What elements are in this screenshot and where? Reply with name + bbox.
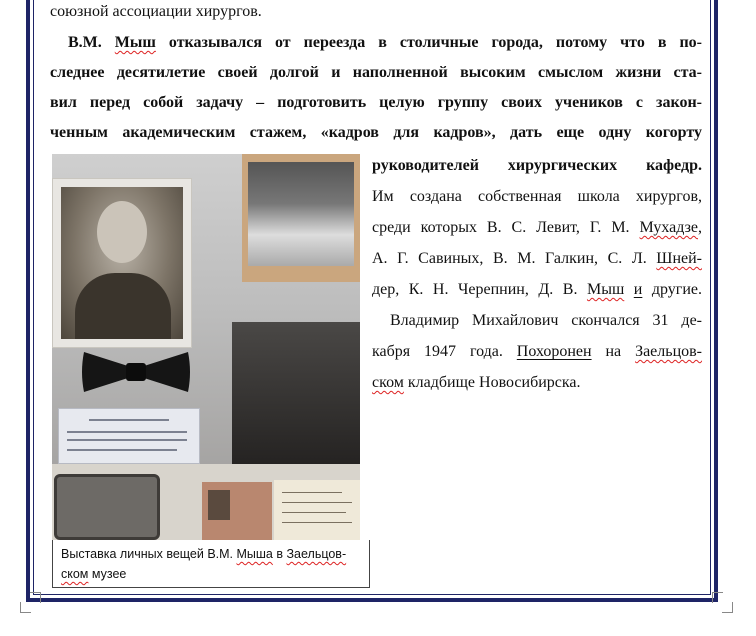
text-span: Выставка личных вещей В.М. [61,547,237,561]
text-span: музее [88,567,127,581]
text-line [372,338,702,366]
text-span: , [698,219,702,236]
text-span: А. Г. Савиных, В. М. Галкин, С. Л. [372,250,657,267]
document-paper [274,480,360,540]
document-photo [208,490,230,520]
text-span: дер, К. Н. Черепнин, Д. В. [372,281,587,298]
text-line [372,369,702,397]
photo-caption-box[interactable] [52,540,370,588]
group-photo-frame [242,154,360,282]
text-span: в [272,547,287,561]
grammar-word: и [633,281,643,298]
text-line: Владимир Михайлович скончался 31 де- [390,312,702,329]
crop-mark-bottom-left-outer [20,602,31,613]
text-span: на [591,343,636,360]
text-line [372,245,702,273]
label-line [89,419,169,421]
text-span: среди которых В. С. Левит, Г. М. [372,219,640,236]
grammar-word: Похоронен [516,343,592,360]
crop-mark-bottom-left [30,592,41,603]
instrument-tray [54,474,160,540]
doc-line [282,522,352,523]
text-span: кабря 1947 года. [372,343,517,360]
text-line: ченным академическим стажем, «кадров для кадров», дать еще одну когорту [50,124,702,141]
label-line [67,439,187,441]
doc-line [282,502,352,503]
museum-exhibit-photo[interactable] [52,154,360,540]
spellcheck-word: ском [372,374,404,391]
spellcheck-word: Мыш [114,34,156,51]
text-span: кладбище Новосибирска. [403,374,581,391]
doc-line [282,492,342,493]
text-line [50,0,702,26]
text-line: Им создана собственная школа хирургов, [372,188,702,205]
spellcheck-word: Мыш [586,281,625,298]
photo-caption [61,544,365,584]
text-line [372,276,702,304]
spellcheck-word: ском [61,567,89,581]
text-span [624,281,634,298]
text-line [372,214,702,242]
display-case [232,322,360,472]
portrait-head [97,201,147,263]
exhibit-label-card [58,408,200,464]
portrait-body [75,273,171,339]
group-photo-image [248,162,354,266]
portrait-image [61,187,183,339]
portrait-frame [52,178,192,348]
spellcheck-word: Мыша [236,547,273,561]
doc-line [282,512,346,513]
text-line: следнее десятилетие своей долгой и наполненной высоким смыслом жизни ста- [50,64,702,81]
text-span: другие. [642,281,703,298]
spellcheck-word: Заельцов- [286,547,347,561]
text-line: вил перед собой задачу – подготовить целую группу своих учеников с закон- [50,94,702,111]
spellcheck-word: Мухадзе [639,219,698,236]
spellcheck-word: Заельцов- [635,343,703,360]
text-span: В.М. [68,34,102,51]
label-line [67,449,177,451]
text-line: руководителей хирургических кафедр. [372,157,702,174]
text-line [50,29,702,57]
text-span: союзной ассоциации хирургов. [50,3,262,20]
text-span: отказывался от переезда в столичные города, потому что в по- [155,34,703,51]
crop-mark-bottom-right-outer [722,602,733,613]
label-line [67,431,187,433]
spellcheck-word: Шней- [656,250,702,267]
bowtie-image [80,348,192,396]
